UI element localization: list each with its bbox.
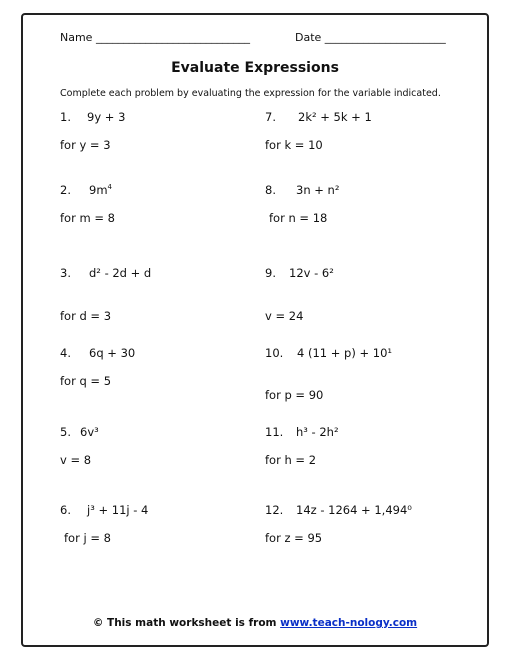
problem-12-given: for z = 95 [265, 531, 323, 545]
problem-6-given: for j = 8 [64, 531, 111, 545]
problem-6-number: 6. [60, 503, 71, 517]
problem-12-expression: 14z - 1264 + 1,494⁰ [296, 503, 412, 517]
page-border [21, 13, 489, 647]
problem-7-number: 7. [265, 110, 276, 124]
problem-1-given: for y = 3 [60, 138, 111, 152]
problem-10-expression: 4 (11 + p) + 10¹ [297, 346, 393, 360]
problem-2-given: for m = 8 [60, 211, 115, 225]
problem-9-number: 9. [265, 266, 276, 280]
date-field-label: Date ______________________ [295, 31, 446, 44]
footer-website-link[interactable]: www.teach-nology.com [280, 617, 418, 629]
problem-6-expression: j³ + 11j - 4 [87, 503, 149, 517]
problem-10-given: for p = 90 [265, 388, 324, 402]
problem-11-given: for h = 2 [265, 453, 317, 467]
name-field-label: Name ____________________________ [60, 31, 250, 44]
problem-9-expression: 12v - 6² [289, 266, 334, 280]
problem-4-expression: 6q + 30 [89, 346, 136, 360]
instructions: Complete each problem by evaluating the expression for the variable indicated. [60, 88, 441, 99]
problem-7-expression: 2k² + 5k + 1 [298, 110, 372, 124]
problem-5-given: v = 8 [60, 453, 92, 467]
problem-5-number: 5. [60, 425, 71, 439]
problem-8-expression: 3n + n² [296, 183, 340, 197]
problem-1-number: 1. [60, 110, 71, 124]
problem-3-given: for d = 3 [60, 309, 112, 323]
footer-credit-text: © This math worksheet is from [92, 617, 281, 629]
problem-4-given: for q = 5 [60, 374, 112, 388]
problem-8-number: 8. [265, 183, 276, 197]
problem-1-expression: 9y + 3 [87, 110, 126, 124]
problem-3-number: 3. [60, 266, 71, 280]
problem-12-number: 12. [265, 503, 284, 517]
problem-2-expression [89, 183, 112, 197]
problem-11-expression: h³ - 2h² [296, 425, 339, 439]
problem-11-number: 11. [265, 425, 284, 439]
footer-credit [0, 617, 510, 629]
problem-3-expression: d² - 2d + d [89, 266, 152, 280]
problem-10-number: 10. [265, 346, 284, 360]
problem-5-expression: 6v³ [80, 425, 99, 439]
problem-2-base: 9m [89, 183, 108, 197]
problem-7-given: for k = 10 [265, 138, 323, 152]
problem-9-given: v = 24 [265, 309, 304, 323]
problem-2-number: 2. [60, 183, 71, 197]
problem-4-number: 4. [60, 346, 71, 360]
worksheet-title: Evaluate Expressions [171, 60, 339, 76]
problem-2-exponent: 4 [107, 183, 112, 192]
problem-8-given: for n = 18 [269, 211, 328, 225]
